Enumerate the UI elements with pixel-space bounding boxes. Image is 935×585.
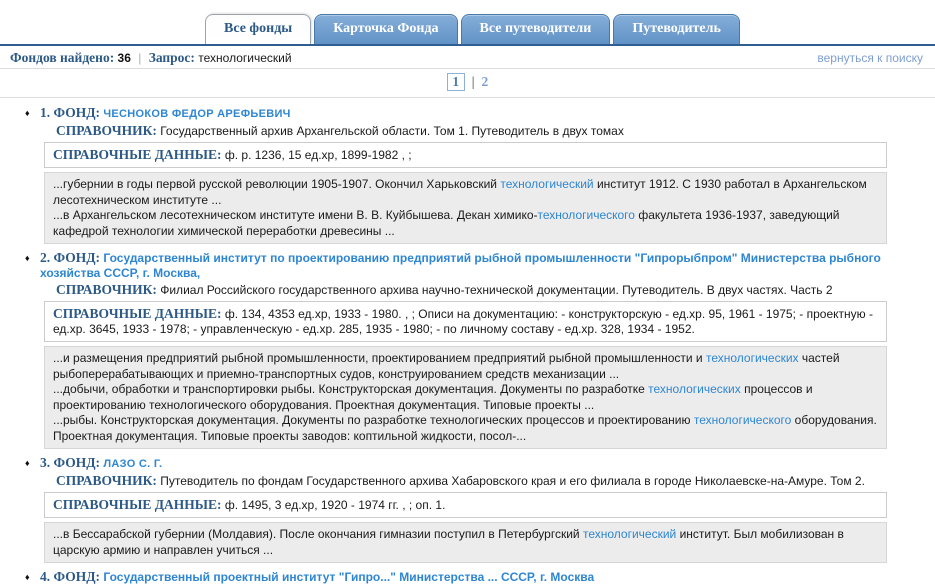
- reference-data-box: [44, 492, 887, 518]
- tab-fund-card[interactable]: Карточка Фонда: [314, 14, 457, 44]
- snippet-text: ...губернии в годы первой русской революции 1905-1907. Окончил Харьковский технологический институт 1912. С 1930 работал в Архангельском лесотехническом институте ...: [53, 177, 867, 207]
- header-divider: |: [138, 50, 142, 65]
- spravochnik-label: СПРАВОЧНИК:: [56, 282, 157, 297]
- tab-all-funds[interactable]: Все фонды: [205, 14, 311, 44]
- fond-label: 4. ФОНД:: [40, 569, 101, 584]
- reference-data-value: ф. р. 1236, 15 ед.хр, 1899-1982 , ;: [224, 148, 412, 162]
- tab-all-guides[interactable]: Все путеводители: [461, 14, 611, 44]
- spravochnik-value: Филиал Российского государственного архива научно-технической документации. Путеводитель. В двух частях. Часть 2: [160, 283, 833, 297]
- result-entry: [0, 105, 935, 244]
- fond-label: 2. ФОНД:: [40, 250, 101, 265]
- pagination-separator: |: [471, 74, 475, 89]
- highlighted-term-link[interactable]: технологического: [693, 413, 792, 427]
- tab-bar: [0, 0, 935, 46]
- pagination: [0, 69, 935, 95]
- fond-label: 3. ФОНД:: [40, 455, 101, 470]
- snippet-text: ...в Архангельском лесотехническом институте имени В. В. Куйбышева. Декан химико-технологического факультета 1936-1937, заведующий кафедрой технологии химической переработки древесины ...: [53, 208, 840, 238]
- spravochnik-label: СПРАВОЧНИК:: [56, 473, 157, 488]
- highlighted-term-link[interactable]: технологический: [582, 527, 677, 541]
- results-list: [0, 98, 935, 585]
- highlighted-term-link[interactable]: технологический: [500, 177, 594, 191]
- reference-data-box: [44, 301, 887, 342]
- fond-line: [0, 569, 935, 585]
- page-number-current[interactable]: 1: [447, 73, 465, 91]
- diamond-bullet-icon: ♦: [25, 253, 30, 263]
- fond-link[interactable]: Государственный проектный институт "Гипро..." Министерства ... СССР, г. Москва: [103, 570, 595, 584]
- result-entry: [0, 455, 935, 563]
- reference-data-box: [44, 142, 887, 168]
- highlighted-term-link[interactable]: технологических: [648, 382, 741, 396]
- diamond-bullet-icon: ♦: [25, 108, 30, 118]
- snippet-text: ...в Бессарабской губернии (Молдавия). После окончания гимназии поступил в Петербургский технологический институт. Был мобилизован в царскую армию и направлен учиться ...: [53, 527, 844, 557]
- query-value: технологический: [198, 50, 292, 65]
- snippet-text: ...добычи, обработки и транспортировки рыбы. Конструкторская документация. Документы по разработке технологических процессов и проектированию технологического оборудования. Проектная документация. Типовые проекты ...: [53, 382, 813, 412]
- snippet-text: ...рыбы. Конструкторская документация. Документы по разработке технологических процессов и проектированию технологического оборудования. Проектная документация. Типовые проекты заводов: коптильной жидкости, посол-...: [53, 413, 877, 443]
- spravochnik-value: Путеводитель по фондам Государственного архива Хабаровского края и его филиала в городе Николаевске-на-Амуре. Том 2.: [160, 474, 865, 488]
- diamond-bullet-icon: ♦: [25, 458, 30, 468]
- highlighted-term-link[interactable]: технологических: [705, 351, 799, 365]
- reference-data-label: СПРАВОЧНЫЕ ДАННЫЕ:: [53, 306, 222, 321]
- fond-link[interactable]: Государственный институт по проектированию предприятий рыбной промышленности "Гипрорыбпром" Министерства рыбного хозяйства СССР, г. Москва,: [40, 251, 881, 280]
- snippet-text: ...и размещения предприятий рыбной промышленности, проектированием предприятий рыбной промышленности и технологических частей рыбоперерабатывающих и приемно-транспортных судов, конструированием средств механизации ...: [53, 351, 840, 381]
- fond-label: 1. ФОНД:: [40, 105, 101, 120]
- back-to-search-link[interactable]: вернуться к поиску: [817, 50, 923, 65]
- reference-data-value: ф. 134, 4353 ед.хр, 1933 - 1980. , ; Описи на документацию: - конструкторскую - ед.хр. 95, 1961 - 1975; - проектную - ед.хр. 3645, 1933 - 1978; - управленческую - ед.хр. 285, 1935 - 1980; - по личному составу - ед.хр. 328, 1934 - 1952.: [53, 307, 873, 336]
- reference-data-label: СПРАВОЧНЫЕ ДАННЫЕ:: [53, 147, 222, 162]
- results-header: [0, 46, 935, 66]
- spravochnik-value: Государственный архив Архангельской области. Том 1. Путеводитель в двух томах: [160, 124, 624, 138]
- snippet-box: [44, 346, 887, 449]
- reference-data-label: СПРАВОЧНЫЕ ДАННЫЕ:: [53, 497, 222, 512]
- page-number-link[interactable]: 2: [481, 74, 489, 89]
- diamond-bullet-icon: ♦: [25, 572, 30, 582]
- query-label: Запрос:: [148, 49, 195, 65]
- spravochnik-line: [0, 473, 935, 489]
- highlighted-term-link[interactable]: технологического: [537, 208, 635, 222]
- results-summary: [10, 50, 292, 66]
- spravochnik-line: [0, 282, 935, 298]
- found-label: Фондов найдено:: [10, 49, 115, 65]
- snippet-box: [44, 522, 887, 563]
- found-count: 36: [117, 50, 131, 65]
- spravochnik-line: [0, 123, 935, 139]
- fond-line: [0, 455, 935, 472]
- spravochnik-label: СПРАВОЧНИК:: [56, 123, 157, 138]
- fond-line: [0, 250, 935, 281]
- snippet-box: [44, 172, 887, 244]
- result-entry: [0, 250, 935, 449]
- reference-data-value: ф. 1495, 3 ед.хр, 1920 - 1974 гг. , ; оп. 1.: [224, 498, 446, 512]
- fond-line: [0, 105, 935, 122]
- result-entry: [0, 569, 935, 585]
- tab-guide[interactable]: Путеводитель: [613, 14, 740, 44]
- fond-link[interactable]: ЛАЗО С. Г.: [103, 458, 163, 470]
- fond-link[interactable]: ЧЕСНОКОВ ФЕДОР АРЕФЬЕВИЧ: [103, 108, 291, 120]
